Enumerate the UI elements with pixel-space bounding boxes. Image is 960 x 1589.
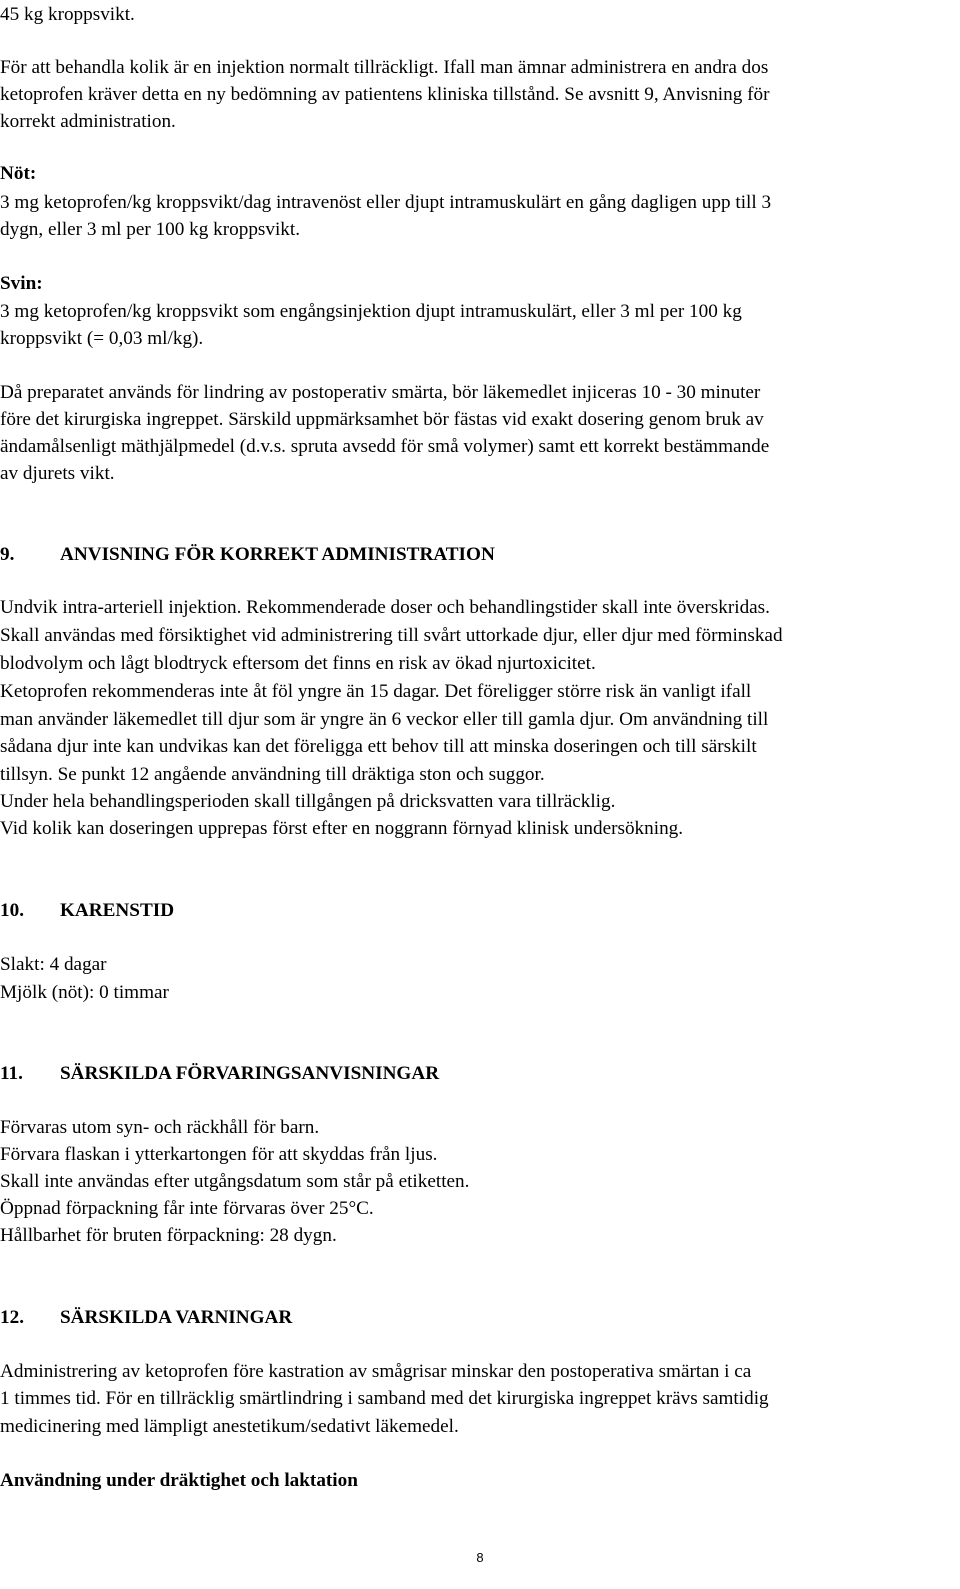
section-9-line: Ketoprofen rekommenderas inte åt föl yngre än 15 dagar. Det föreligger större risk än vanligt ifall <box>0 681 752 702</box>
postop-paragraph-line: av djurets vikt. <box>0 463 115 484</box>
section-9-title: ANVISNING FÖR KORREKT ADMINISTRATION <box>60 544 495 565</box>
section-9-line: Under hela behandlingsperioden skall tillgången på dricksvatten vara tillräcklig. <box>0 791 616 812</box>
section-12-heading <box>0 1304 292 1332</box>
postop-paragraph-line: Då preparatet används för lindring av postoperativ smärta, bör läkemedlet injiceras 10 - 30 minuter <box>0 382 761 403</box>
section-12-title: SÄRSKILDA VARNINGAR <box>60 1307 293 1328</box>
section-9-line: Undvik intra-arteriell injektion. Rekommenderade doser och behandlingstider skall inte överskridas. <box>0 597 770 618</box>
colic-paragraph-line: ketoprofen kräver detta en ny bedömning av patientens kliniska tillstånd. Se avsnitt 9, Anvisning för <box>0 84 770 105</box>
section-9-line: Vid kolik kan doseringen upprepas först efter en noggrann förnyad klinisk undersökning. <box>0 818 684 839</box>
section-11-line: Hållbarhet för bruten förpackning: 28 dygn. <box>0 1225 337 1246</box>
svin-label: Svin: <box>0 273 43 294</box>
section-12-line: 1 timmes tid. För en tillräcklig smärtlindring i samband med det kirurgiska ingreppet krävs samtidig <box>0 1388 769 1409</box>
postop-paragraph-line: före det kirurgiska ingreppet. Särskild uppmärksamhet bör fästas vid exakt dosering genom bruk av <box>0 409 764 430</box>
section-12-number: 12. <box>0 1307 24 1328</box>
section-11-line: Öppnad förpackning får inte förvaras över 25°C. <box>0 1198 374 1219</box>
section-10-heading <box>0 897 174 925</box>
section-11-line: Förvaras utom syn- och räckhåll för barn. <box>0 1117 320 1138</box>
section-10-line: Slakt: 4 dagar <box>0 954 107 975</box>
section-9-line: blodvolym och lågt blodtryck eftersom det finns en risk av ökad njurtoxicitet. <box>0 653 596 674</box>
section-9-line: tillsyn. Se punkt 12 angående användning till dräktiga ston och suggor. <box>0 764 545 785</box>
section-10-line: Mjölk (nöt): 0 timmar <box>0 982 169 1003</box>
colic-paragraph-line: För att behandla kolik är en injektion normalt tillräckligt. Ifall man ämnar administrera en andra dos <box>0 57 769 78</box>
section-9-heading <box>0 541 495 569</box>
weight-tail-text: 45 kg kroppsvikt. <box>0 4 135 25</box>
section-11-line: Förvara flaskan i ytterkartongen för att skyddas från ljus. <box>0 1144 438 1165</box>
section-10-number: 10. <box>0 900 24 921</box>
section-12-line: medicinering med lämpligt anestetikum/sedativt läkemedel. <box>0 1416 459 1437</box>
section-11-line: Skall inte användas efter utgångsdatum som står på etiketten. <box>0 1171 470 1192</box>
svin-dosage-line: 3 mg ketoprofen/kg kroppsvikt som engångsinjektion djupt intramuskulärt, eller 3 ml per 100 kg <box>0 301 742 322</box>
section-9-line: man använder läkemedlet till djur som är yngre än 6 veckor eller till gamla djur. Om användning till <box>0 709 769 730</box>
colic-paragraph-line: korrekt administration. <box>0 111 176 132</box>
section-9-line: sådana djur inte kan undvikas kan det föreligga ett behov till att minska doseringen och till särskilt <box>0 736 757 757</box>
pregnancy-lactation-subheading: Användning under dräktighet och laktation <box>0 1470 358 1491</box>
section-11-number: 11. <box>0 1063 23 1084</box>
not-dosage-line: 3 mg ketoprofen/kg kroppsvikt/dag intravenöst eller djupt intramuskulärt en gång dagligen upp till 3 <box>0 192 772 213</box>
section-9-number: 9. <box>0 544 15 565</box>
section-12-line: Administrering av ketoprofen före kastration av smågrisar minskar den postoperativa smärtan i ca <box>0 1361 752 1382</box>
not-label: Nöt: <box>0 163 37 184</box>
svin-dosage-line: kroppsvikt (= 0,03 ml/kg). <box>0 328 204 349</box>
section-11-heading <box>0 1060 439 1088</box>
section-9-line: Skall användas med försiktighet vid administrering till svårt uttorkade djur, eller djur med förminskad <box>0 625 783 646</box>
section-11-title: SÄRSKILDA FÖRVARINGSANVISNINGAR <box>60 1063 440 1084</box>
postop-paragraph-line: ändamålsenligt mäthjälpmedel (d.v.s. spruta avsedd för små volymer) samt ett korrekt bestämmande <box>0 436 770 457</box>
page-number: 8 <box>476 1550 484 1565</box>
not-dosage-line: dygn, eller 3 ml per 100 kg kroppsvikt. <box>0 219 301 240</box>
section-10-title: KARENSTID <box>60 900 175 921</box>
